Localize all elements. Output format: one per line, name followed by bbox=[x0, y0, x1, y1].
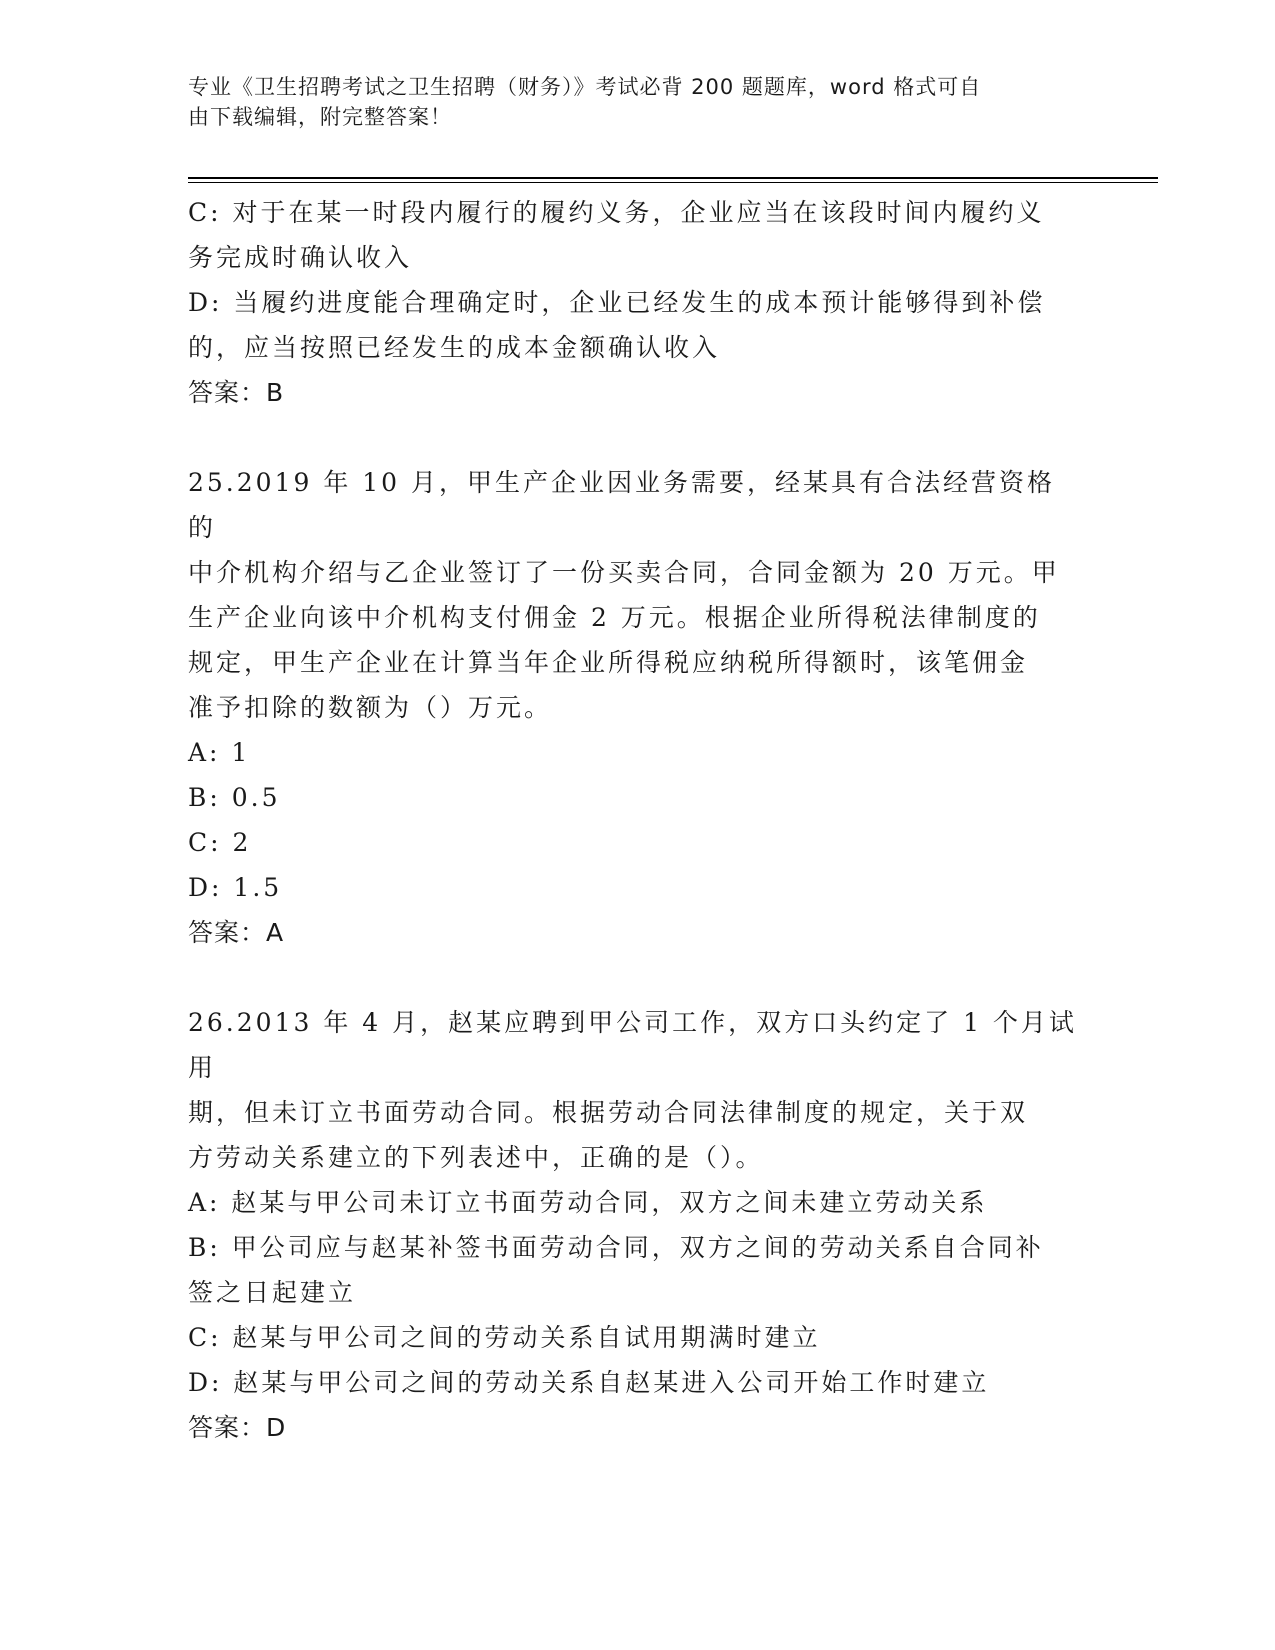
question-stem-line: 准予扣除的数额为（）万元。 bbox=[188, 693, 553, 722]
answer-line: 答案：D bbox=[188, 1413, 287, 1442]
question-stem-line: 规定，甲生产企业在计算当年企业所得税应纳税所得额时，该笔佣金 bbox=[188, 648, 1029, 677]
header-line-1: 专业《卫生招聘考试之卫生招聘（财务）》考试必背 200 题题库，word 格式可自 bbox=[188, 75, 982, 99]
question-stem-line: 方劳动关系建立的下列表述中，正确的是（）。 bbox=[188, 1143, 764, 1172]
option-d-line-1: D: 当履约进度能合理确定时，企业已经发生的成本预计能够得到补偿 bbox=[188, 288, 1046, 317]
option-c-line-1: C: 对于在某一时段内履行的履约义务，企业应当在该段时间内履约义 bbox=[188, 198, 1045, 227]
question-stem-line: 生产企业向该中介机构支付佣金 2 万元。根据企业所得税法律制度的 bbox=[188, 603, 1041, 632]
option-c: C: 赵某与甲公司之间的劳动关系自试用期满时建立 bbox=[188, 1323, 821, 1352]
question-25 bbox=[188, 460, 1078, 955]
document-body bbox=[188, 190, 1078, 1450]
answer-line: 答案：A bbox=[188, 918, 285, 947]
answer-line: 答案：B bbox=[188, 378, 285, 407]
prev-question bbox=[188, 190, 1078, 415]
option-c-line-2: 务完成时确认收入 bbox=[188, 243, 413, 272]
option-b-line-1: B: 甲公司应与赵某补签书面劳动合同，双方之间的劳动关系自合同补 bbox=[188, 1233, 1044, 1262]
option-d-line-2: 的，应当按照已经发生的成本金额确认收入 bbox=[188, 333, 721, 362]
option-a: A: 1 bbox=[188, 738, 251, 767]
option-d: D: 赵某与甲公司之间的劳动关系自赵某进入公司开始工作时建立 bbox=[188, 1368, 990, 1397]
question-stem-line: 期，但未订立书面劳动合同。根据劳动合同法律制度的规定，关于双 bbox=[188, 1098, 1029, 1127]
question-stem-line: 中介机构介绍与乙企业签订了一份买卖合同，合同金额为 20 万元。甲 bbox=[188, 558, 1060, 587]
option-d: D: 1.5 bbox=[188, 873, 283, 902]
option-b: B: 0.5 bbox=[188, 783, 281, 812]
document-header bbox=[188, 72, 1068, 132]
spacer bbox=[188, 415, 1078, 460]
option-c: C: 2 bbox=[188, 828, 252, 857]
question-stem-line: 26.2013 年 4 月，赵某应聘到甲公司工作，双方口头约定了 1 个月试用 bbox=[188, 1008, 1077, 1082]
option-a: A: 赵某与甲公司未订立书面劳动合同，双方之间未建立劳动关系 bbox=[188, 1188, 988, 1217]
header-line-2: 由下载编辑，附完整答案！ bbox=[188, 105, 452, 129]
option-b-line-2: 签之日起建立 bbox=[188, 1278, 357, 1307]
question-stem-line: 25.2019 年 10 月，甲生产企业因业务需要，经某具有合法经营资格的 bbox=[188, 468, 1056, 542]
spacer bbox=[188, 955, 1078, 1000]
header-divider-thick bbox=[188, 177, 1158, 179]
header-divider-thin bbox=[188, 182, 1158, 183]
question-26 bbox=[188, 1000, 1078, 1450]
